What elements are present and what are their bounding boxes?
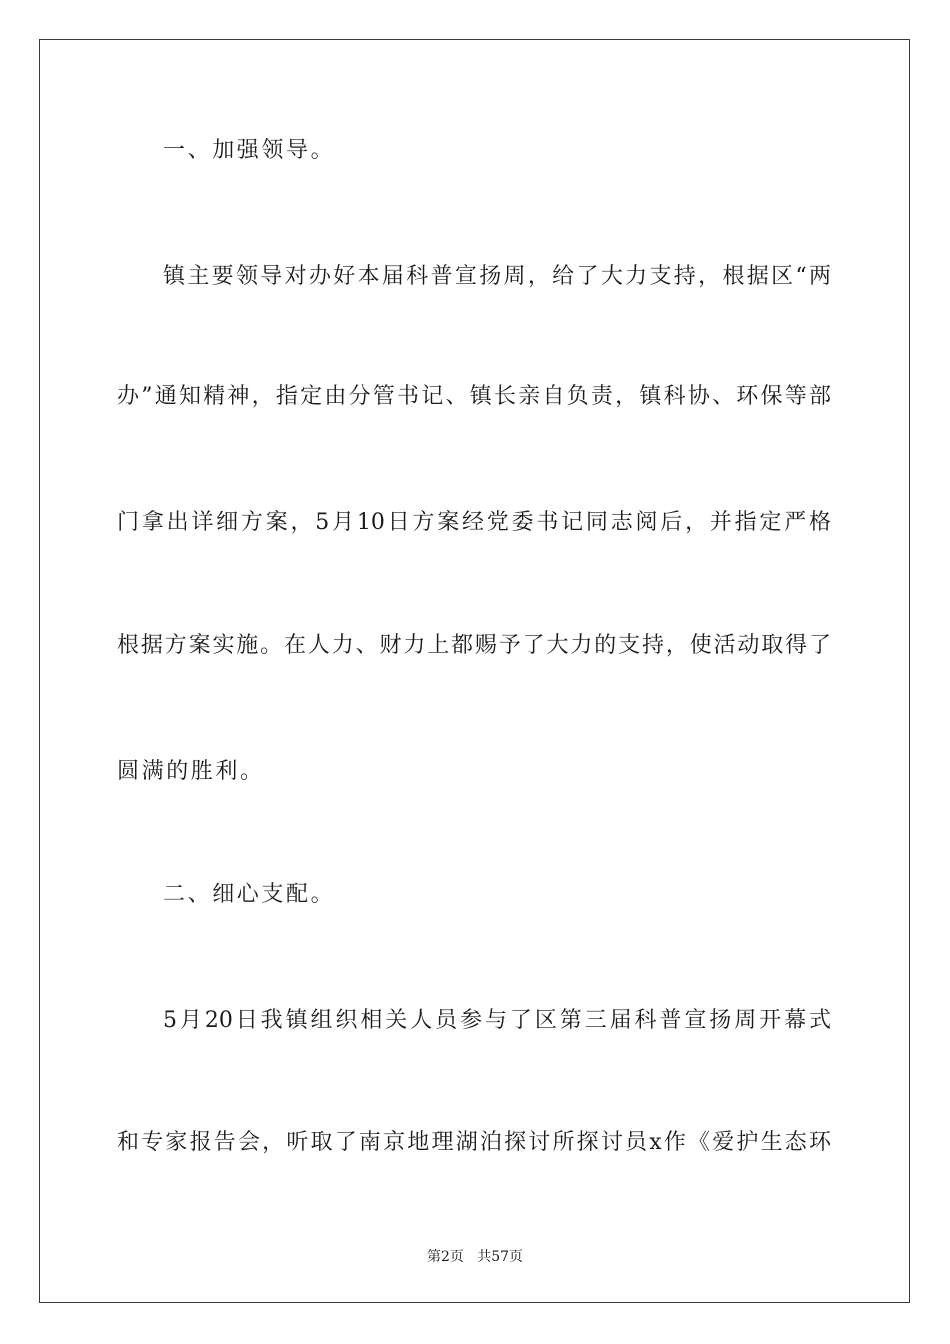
paragraph-line: 圆满的胜利。 (117, 759, 265, 784)
section-heading-1: 一、加强领导。 (163, 138, 336, 163)
paragraph-line: 门拿出详细方案，5月10日方案经党委书记同志阅后，并指定严格 (117, 510, 831, 535)
paragraph-line: 办”通知精神，指定由分管书记、镇长亲自负责，镇科协、环保等部 (117, 384, 831, 409)
section-heading-2: 二、细心支配。 (163, 882, 336, 907)
page-border (39, 39, 910, 1303)
page-number-footer: 第2页 共57页 (426, 1249, 524, 1265)
paragraph-line: 根据方案实施。在人力、财力上都赐予了大力的支持，使活动取得了 (117, 633, 831, 658)
paragraph-line: 镇主要领导对办好本届科普宣扬周，给了大力支持，根据区“两 (163, 264, 831, 289)
paragraph-line: 和专家报告会，听取了南京地理湖泊探讨所探讨员x作《爱护生态环 (117, 1130, 831, 1155)
paragraph-line: 5月20日我镇组织相关人员参与了区第三届科普宣扬周开幕式 (163, 1008, 831, 1033)
